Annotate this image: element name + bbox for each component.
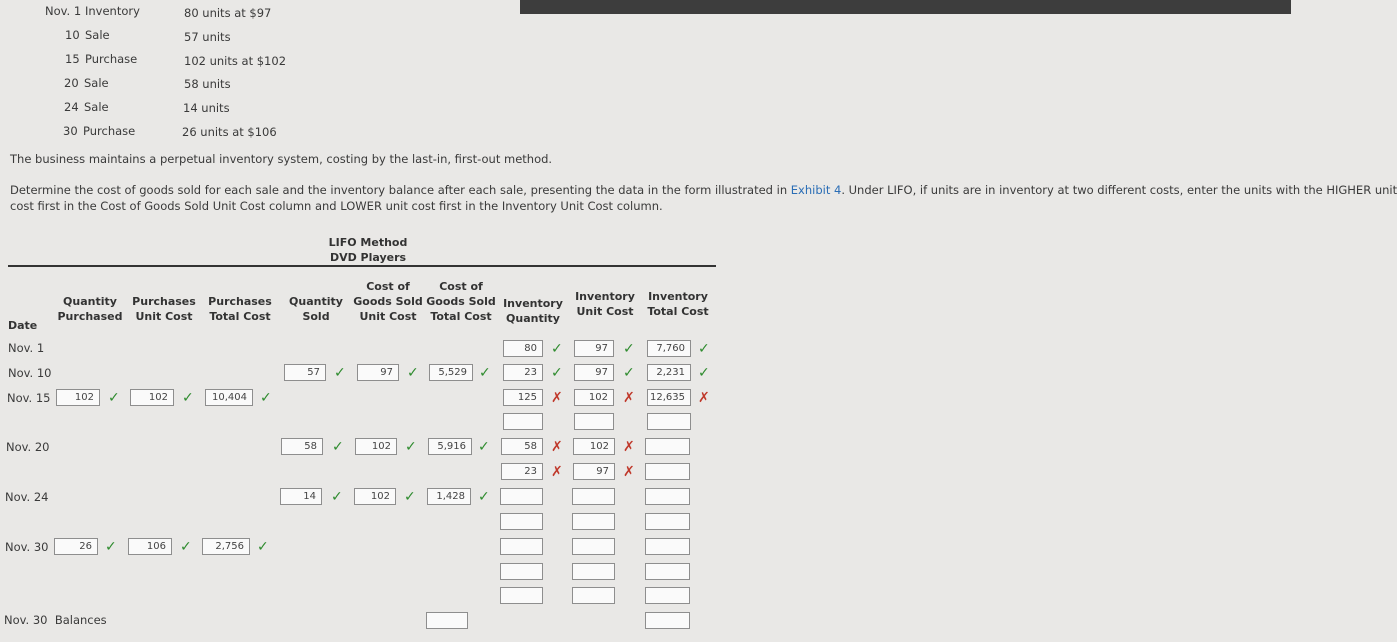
inv-total-cost-input[interactable]	[645, 513, 690, 530]
inv-qty-input[interactable]	[500, 538, 543, 555]
txn-date: Nov. 1	[45, 4, 82, 18]
x-icon: ✗	[623, 390, 635, 406]
txn-detail: 58 units	[184, 77, 231, 91]
col-header-purch-total-cost	[205, 294, 275, 324]
x-icon: ✗	[551, 464, 563, 480]
x-icon: ✗	[623, 464, 635, 480]
row-date: Nov. 10	[8, 366, 52, 380]
inv-total-cost-input[interactable]: 2,231	[647, 364, 691, 381]
check-icon: ✓	[182, 390, 194, 406]
table-title-item: DVD Players	[329, 251, 407, 264]
txn-label: Sale	[84, 76, 109, 90]
inv-unit-cost-input[interactable]: 97	[573, 463, 615, 480]
inv-unit-cost-input[interactable]	[572, 563, 615, 580]
col-header-cogs-unit-cost	[352, 279, 424, 324]
col-header-cogs-total-cost	[425, 279, 497, 324]
purch-total-cost-input[interactable]: 10,404	[205, 389, 253, 406]
cogs-unit-cost-input[interactable]: 102	[354, 488, 396, 505]
inv-total-cost-input[interactable]	[645, 463, 690, 480]
qty-sold-input[interactable]: 58	[281, 438, 323, 455]
inv-total-cost-input[interactable]	[645, 587, 690, 604]
header-line: Purchases	[208, 295, 272, 308]
header-line: Unit Cost	[135, 310, 193, 323]
check-icon: ✓	[479, 365, 491, 381]
inv-unit-cost-input[interactable]	[572, 538, 615, 555]
check-icon: ✓	[405, 439, 417, 455]
check-icon: ✓	[623, 365, 635, 381]
col-header-purch-unit-cost	[130, 294, 198, 324]
check-icon: ✓	[180, 539, 192, 555]
check-icon: ✓	[404, 489, 416, 505]
check-icon: ✓	[551, 365, 563, 381]
inv-total-cost-input[interactable]	[645, 538, 690, 555]
header-line: Quantity	[63, 295, 117, 308]
col-header-qty-purchased	[55, 294, 125, 324]
header-line: Unit Cost	[359, 310, 417, 323]
check-icon: ✓	[108, 390, 120, 406]
header-line: Inventory	[575, 290, 635, 303]
inv-qty-input[interactable]: 23	[501, 463, 543, 480]
qty-purchased-input[interactable]: 102	[56, 389, 100, 406]
col-header-qty-sold	[285, 294, 347, 324]
instruction-text-part: . Under LIFO, if units are in inventory at two different costs, enter the units with the HIGHER unit	[841, 183, 1397, 197]
inv-unit-cost-input[interactable]	[572, 587, 615, 604]
inv-qty-input[interactable]: 58	[501, 438, 543, 455]
check-icon: ✓	[260, 390, 272, 406]
check-icon: ✓	[698, 341, 710, 357]
header-line: Total Cost	[430, 310, 492, 323]
txn-date: 20	[64, 76, 79, 90]
txn-date: 10	[65, 28, 80, 42]
txn-label: Sale	[85, 28, 110, 42]
inv-qty-input[interactable]	[503, 413, 543, 430]
cogs-total-cost-input[interactable]: 1,428	[427, 488, 471, 505]
check-icon: ✓	[105, 539, 117, 555]
check-icon: ✓	[331, 489, 343, 505]
cogs-total-cost-input[interactable]: 5,529	[429, 364, 473, 381]
table-title	[318, 235, 418, 265]
inv-qty-input[interactable]	[500, 513, 543, 530]
inv-total-cost-input[interactable]: 7,760	[647, 340, 691, 357]
purch-unit-cost-input[interactable]: 106	[128, 538, 172, 555]
instruction-text: The business maintains a perpetual inventory system, costing by the last-in, first-out method.	[10, 152, 553, 166]
instruction-text-part: Determine the cost of goods sold for each sale and the inventory balance after each sale, presenting the data in the form illustrated in	[10, 183, 791, 197]
purch-total-cost-input[interactable]: 2,756	[202, 538, 250, 555]
col-header-inv-quantity	[500, 296, 566, 326]
header-line: Quantity	[289, 295, 343, 308]
inv-unit-cost-input[interactable]: 97	[574, 364, 614, 381]
instruction-text	[10, 183, 1397, 197]
txn-label: Sale	[84, 100, 109, 114]
header-line: Cost of	[439, 280, 483, 293]
cogs-total-cost-input[interactable]: 5,916	[428, 438, 472, 455]
cogs-unit-cost-input[interactable]: 97	[357, 364, 399, 381]
inv-total-cost-input[interactable]	[645, 438, 690, 455]
col-header-date: Date	[8, 319, 38, 332]
x-icon: ✗	[698, 390, 710, 406]
check-icon: ✓	[551, 341, 563, 357]
txn-detail: 14 units	[183, 101, 230, 115]
inv-qty-input[interactable]: 125	[503, 389, 543, 406]
txn-detail: 102 units at $102	[184, 54, 287, 68]
inv-total-cost-input[interactable]	[645, 563, 690, 580]
cogs-balance-input[interactable]	[426, 612, 468, 629]
header-line: Inventory	[503, 297, 563, 310]
check-icon: ✓	[257, 539, 269, 555]
header-line: Cost of	[366, 280, 410, 293]
txn-date: 24	[64, 100, 79, 114]
x-icon: ✗	[623, 439, 635, 455]
txn-label: Purchase	[83, 124, 136, 138]
row-date: Nov. 1	[8, 341, 45, 355]
header-line: Unit Cost	[576, 305, 634, 318]
header-line: Total Cost	[209, 310, 271, 323]
txn-detail: 57 units	[184, 30, 231, 44]
txn-date: 30	[63, 124, 78, 138]
x-icon: ✗	[551, 390, 563, 406]
col-header-inv-unit-cost	[570, 289, 640, 319]
inv-unit-cost-input[interactable]	[574, 413, 614, 430]
row-date: Nov. 24	[5, 490, 49, 504]
txn-label: Purchase	[85, 52, 138, 66]
txn-detail: 80 units at $97	[184, 6, 272, 20]
table-title-method: LIFO Method	[328, 236, 408, 249]
inv-qty-input[interactable]: 80	[503, 340, 543, 357]
txn-label: Inventory	[85, 4, 140, 18]
instruction-text: cost first in the Cost of Goods Sold Unit Cost column and LOWER unit cost first in the Inventory Unit Cost column.	[10, 199, 663, 213]
header-line: Goods Sold	[426, 295, 496, 308]
inv-balance-input[interactable]	[645, 612, 690, 629]
row-date: Nov. 15	[7, 391, 51, 405]
header-line: Goods Sold	[353, 295, 423, 308]
header-line: Total Cost	[647, 305, 709, 318]
row-date: Nov. 20	[6, 440, 50, 454]
header-line: Purchases	[132, 295, 196, 308]
qty-sold-input[interactable]: 57	[284, 364, 326, 381]
inv-total-cost-input[interactable]	[647, 413, 691, 430]
exhibit-link[interactable]: Exhibit 4	[790, 183, 842, 197]
balances-date-text: Nov. 30	[4, 613, 48, 627]
inv-qty-input[interactable]	[500, 587, 543, 604]
inv-qty-input[interactable]: 23	[503, 364, 543, 381]
header-line: Purchased	[57, 310, 123, 323]
check-icon: ✓	[478, 489, 490, 505]
x-icon: ✗	[551, 439, 563, 455]
title-rule	[8, 265, 716, 267]
purch-unit-cost-input[interactable]: 102	[130, 389, 174, 406]
header-line: Sold	[302, 310, 330, 323]
check-icon: ✓	[478, 439, 490, 455]
cogs-unit-cost-input[interactable]: 102	[355, 438, 397, 455]
inv-unit-cost-input[interactable]: 102	[574, 389, 614, 406]
window-top-bar	[520, 0, 1291, 14]
header-line: Inventory	[648, 290, 708, 303]
inv-unit-cost-input[interactable]	[572, 488, 615, 505]
check-icon: ✓	[332, 439, 344, 455]
check-icon: ✓	[407, 365, 419, 381]
txn-date: 15	[65, 52, 80, 66]
balances-label: Balances	[54, 613, 107, 627]
txn-detail: 26 units at $106	[182, 125, 277, 139]
inv-unit-cost-input[interactable]: 97	[574, 340, 614, 357]
check-icon: ✓	[623, 341, 635, 357]
inv-unit-cost-input[interactable]	[572, 513, 615, 530]
check-icon: ✓	[334, 365, 346, 381]
inv-total-cost-input[interactable]	[645, 488, 690, 505]
inv-unit-cost-input[interactable]: 102	[573, 438, 615, 455]
qty-sold-input[interactable]: 14	[280, 488, 322, 505]
inv-qty-input[interactable]	[500, 488, 543, 505]
balances-date	[4, 613, 107, 627]
header-line: Quantity	[506, 312, 560, 325]
qty-purchased-input[interactable]: 26	[54, 538, 98, 555]
check-icon: ✓	[698, 365, 710, 381]
row-date: Nov. 30	[5, 540, 49, 554]
col-header-inv-total-cost	[643, 289, 713, 319]
inv-qty-input[interactable]	[500, 563, 543, 580]
inv-total-cost-input[interactable]: 12,635	[647, 389, 691, 406]
